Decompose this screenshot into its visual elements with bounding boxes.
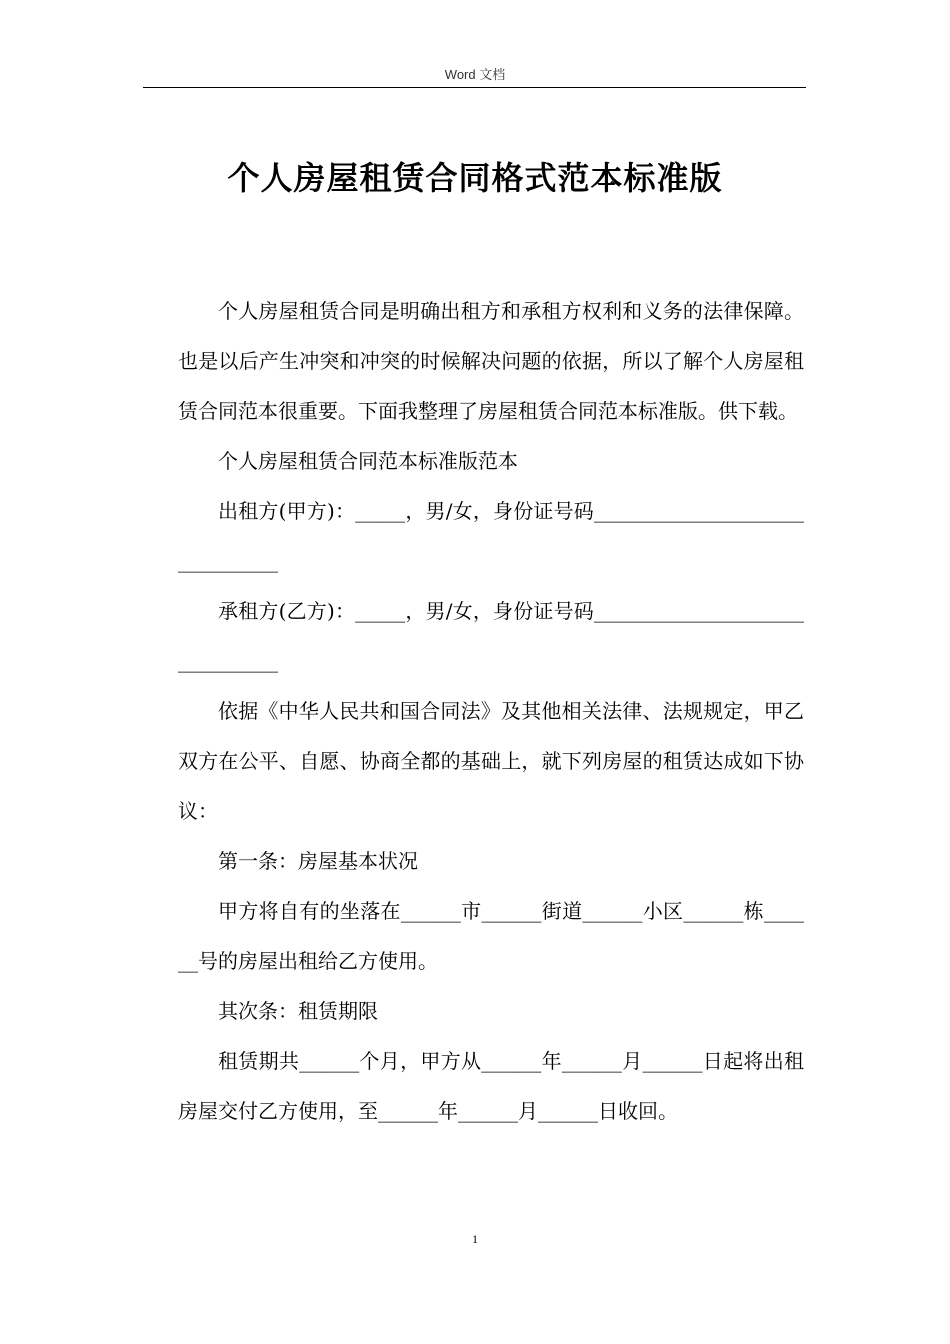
page-header-label: Word 文档 <box>444 67 506 82</box>
document-title: 个人房屋租赁合同格式范本标准版 <box>227 159 723 197</box>
page-number: 1 <box>472 1232 478 1246</box>
legal-basis-paragraph: 依据《中华人民共和国合同法》及其他相关法律、法规规定，甲乙双方在公平、自愿、协商全都的基础上，就下列房屋的租赁达成如下协议： <box>178 699 804 823</box>
intro-paragraph: 个人房屋租赁合同是明确出租方和承租方权利和义务的法律保障。也是以后产生冲突和冲突的时候解决问题的依据，所以了解个人房屋租赁合同范本很重要。下面我整理了房屋租赁合同范本标准版。供下载。 <box>178 299 804 423</box>
article-two-heading: 其次条：租赁期限 <box>218 999 378 1023</box>
lessor-line: 出租方(甲方)：_____，男/女，身份证号码_______________________________ <box>178 499 804 573</box>
article-two-body: 租赁期共______个月，甲方从______年______月______日起将出租房屋交付乙方使用，至______年______月______日收回。 <box>178 1049 804 1123</box>
article-one-heading: 第一条：房屋基本状况 <box>218 849 418 873</box>
document-body <box>178 286 804 1136</box>
section-heading-template: 个人房屋租赁合同范本标准版范本 <box>218 449 518 473</box>
article-one-body: 甲方将自有的坐落在______市______街道______小区______栋______号的房屋出租给乙方使用。 <box>178 899 804 973</box>
lessee-line: 承租方(乙方)：_____，男/女，身份证号码_______________________________ <box>178 599 804 673</box>
header-divider <box>143 87 806 88</box>
